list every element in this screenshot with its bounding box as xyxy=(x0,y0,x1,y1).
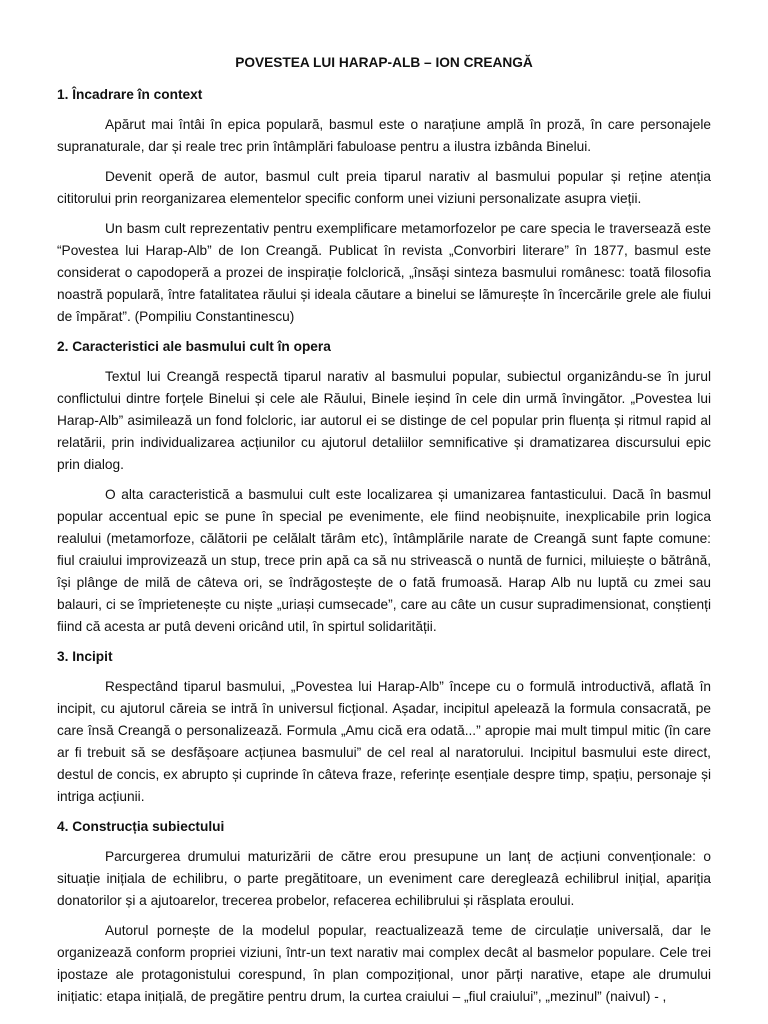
paragraph: Un basm cult reprezentativ pentru exemplificare metamorfozelor pe care specia le traversează este “Povestea lui Harap-Alb” de Ion Creangă. Publicat în revista „Convorbiri literare” în 1877, basmul este considerat o capodoperă a prozei de inspirație folclorică, „însăși sinteza basmului românesc: toată filosofia noastră populară, între fatalitatea răului și ideala căutare a binelui se lămurește în încercările grele ale fiului de împărat”. (Pompiliu Constantinescu) xyxy=(57,221,711,324)
document-title: POVESTEA LUI HARAP-ALB – ION CREANGĂ xyxy=(235,55,533,70)
section-subject xyxy=(57,816,711,1008)
paragraph: Respectând tiparul basmului, „Povestea lui Harap-Alb” începe cu o formulă introductivă, aflată în incipit, cu ajutorul căreia se intră în universul ficțional. Așadar, incipitul apelează la formula consacrată, pe care însă Creangă o personalizează. Formula „Amu cică era odată...” apropie mai mult timpul mitic (în care ar fi trebuit să se desfășoare acțiunea basmului” de cel real al naratorului. Incipitul basmului este direct, destul de concis, ex abrupto și cuprinde în câteva fraze, referințe esențiale despre timp, spațiu, personaje și intriga acțiunii. xyxy=(57,679,711,804)
section-heading: 4. Construcția subiectului xyxy=(57,819,225,834)
paragraph: Textul lui Creangă respectă tiparul narativ al basmului popular, subiectul organizându-se în jurul conflictului dintre forțele Binelui și cele ale Răului, Binele ieșind în cele din urmă învingător. „Povestea lui Harap-Alb” asimilează un fond folcloric, iar autorul ei se distinge de cel popular prin fluența și ritmul rapid al relatării, prin individualizarea acțiunilor cu ajutorul detaliilor semnificative și dramatizarea discursului epic prin dialog. xyxy=(57,369,711,472)
paragraph: O alta caracteristică a basmului cult este localizarea și umanizarea fantasticului. Dacă în basmul popular accentual epic se pune în special pe evenimente, ele fiind neobișnuite, inexplicabile prin logica realului (metamorfoze, călătorii pe celălalt tărâm etc), întâmplările narate de Creangă sunt fapte comune: fiul craiului improvizează un stup, trece prin apă ca să nu strivească o nuntă de furnici, miluiește o bătrână, își plânge de milă de câteva ori, se îndrăgostește de o fată frumoasă. Harap Alb nu luptă cu zmei sau balauri, ci se împrietenește cu niște „uriași cumsecade”, care au câte un cusur supradimensionat, conștienți fiind că acesta ar putâ deveni oricând util, în spirtul solidarității. xyxy=(57,487,711,634)
section-incipit xyxy=(57,646,711,808)
section-heading: 2. Caracteristici ale basmului cult în opera xyxy=(57,339,331,354)
paragraph: Parcurgerea drumului maturizării de către erou presupune un lanț de acțiuni convenționale: o situație inițiala de echilibru, o parte pregătitoare, un eveniment care deregleazâ echilibrul inițial, apariția donatorilor și a ajutoarelor, trecerea probelor, refacerea echilibrului și răsplata eroului. xyxy=(57,849,711,908)
section-heading: 3. Incipit xyxy=(57,649,113,664)
section-characteristics xyxy=(57,336,711,638)
section-heading: 1. Încadrare în context xyxy=(57,87,203,102)
paragraph: Apărut mai întâi în epica populară, basmul este o narațiune amplă în proză, în care personajele supranaturale, dar și reale trec prin întâmplări fabuloase pentru a ilustra izbânda Binelui. xyxy=(57,117,711,154)
section-context xyxy=(57,84,711,328)
paragraph: Autorul pornește de la modelul popular, reactualizează teme de circulație universală, dar le organizează conform propriei viziuni, într-un text narativ mai complex decât al basmelor populare. Cele trei ipostaze ale protagonistului corespund, în plan compozițional, unor părți narative, etape ale drumului inițiatic: etapa inițială, de pregătire pentru drum, la curtea craiului – „fiul craiului”, „mezinul” (naivul) - , xyxy=(57,923,711,1004)
paragraph: Devenit operă de autor, basmul cult preia tiparul narativ al basmului popular și reține atenția cititorului prin reorganizarea elementelor specific conform unei viziuni personalizate asupra vieții. xyxy=(57,169,711,206)
